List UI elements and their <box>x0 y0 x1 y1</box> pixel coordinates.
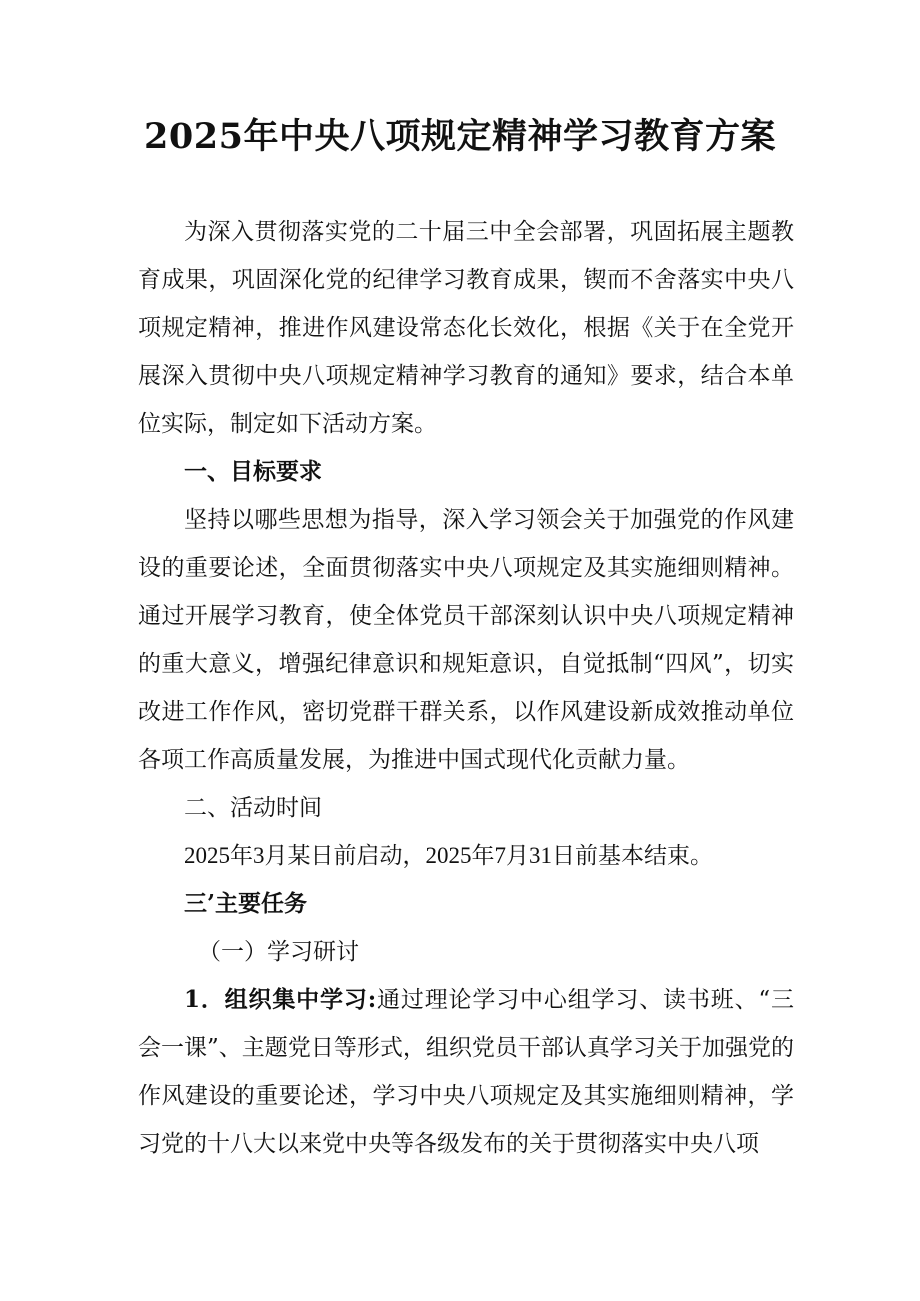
goals-paragraph: 坚持以哪些思想为指导，深入学习领会关于加强党的作风建设的重要论述，全面贯彻落实中央八项规定及其实施细则精神。通过开展学习教育，使全体党员干部深刻认识中央八项规定精神的重大意义，增强纪律意识和规矩意识，自觉抵制“四风”，切实改进工作作风，密切党群干群关系，以作风建设新成效推动单位各项工作高质量发展，为推进中国式现代化贡献力量。 <box>138 507 794 773</box>
document-title: 2025年中央八项规定精神学习教育方案 <box>144 116 776 157</box>
section-heading-goals: 一、目标要求 <box>184 458 322 485</box>
item-paragraph-study <box>138 976 794 1168</box>
item-lead: 1．组织集中学习: <box>184 986 377 1013</box>
time-paragraph: 2025年3月某日前启动，2025年7月31日前基本结束。 <box>184 843 713 868</box>
item-body: 通过理论学习中心组学习、读书班、“三会一课”、主题党日等形式，组织党员干部认真学习关于加强党的作风建设的重要论述，学习中央八项规定及其实施细则精神，学习党的十八大以来党中央等各级发布的关于贯彻落实中央八项 <box>138 987 794 1157</box>
section-heading-time: 二、活动时间 <box>184 795 322 821</box>
section-heading-tasks: 三’主要任务 <box>184 890 308 917</box>
subsection-heading-study: （一）学习研讨 <box>198 939 359 965</box>
document-body <box>138 208 794 1168</box>
intro-paragraph: 为深入贯彻落实党的二十届三中全会部署，巩固拓展主题教育成果，巩固深化党的纪律学习教育成果，锲而不舍落实中央八项规定精神，推进作风建设常态化长效化，根据《关于在全党开展深入贯彻中央八项规定精神学习教育的通知》要求，结合本单位实际，制定如下活动方案。 <box>138 219 794 437</box>
